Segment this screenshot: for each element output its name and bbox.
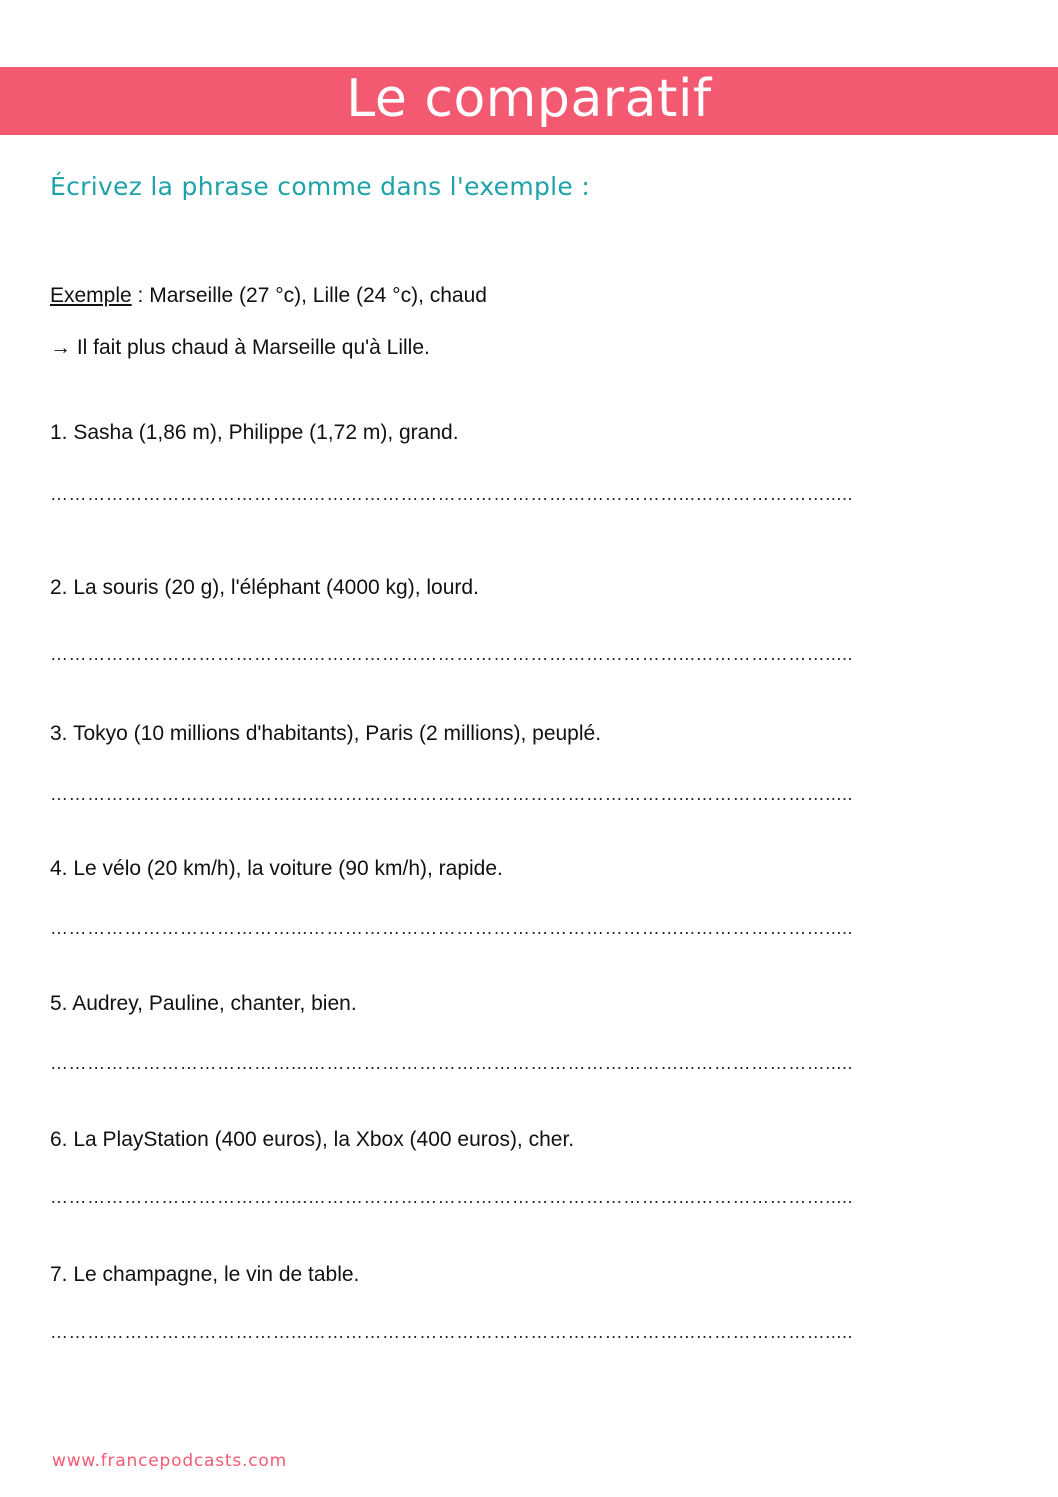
answer-line-4[interactable]: …………………………………...……………………………………………………...………………….....	[50, 918, 854, 938]
answer-line-5[interactable]: …………………………………...……………………………………………………...………………….....	[50, 1053, 854, 1073]
question-7: 7. Le champagne, le vin de table.	[50, 1263, 360, 1286]
answer-line-2[interactable]: …………………………………...……………………………………………………...………………….....	[50, 644, 854, 664]
footer-website: www.francepodcasts.com	[52, 1451, 287, 1471]
page-title: Le comparatif	[346, 69, 712, 129]
instruction-heading: Écrivez la phrase comme dans l'exemple :	[50, 172, 591, 201]
question-4: 4. Le vélo (20 km/h), la voiture (90 km/h), rapide.	[50, 857, 503, 880]
answer-line-6[interactable]: …………………………………...……………………………………………………...………………….....	[50, 1187, 854, 1207]
question-5: 5. Audrey, Pauline, chanter, bien.	[50, 992, 357, 1015]
question-2: 2. La souris (20 g), l'éléphant (4000 kg), lourd.	[50, 576, 479, 599]
answer-line-7[interactable]: …………………………………...……………………………………………………...………………….....	[50, 1322, 854, 1342]
answer-line-3[interactable]: …………………………………...……………………………………………………...………………….....	[50, 784, 854, 804]
question-6: 6. La PlayStation (400 euros), la Xbox (400 euros), cher.	[50, 1128, 575, 1151]
question-1: 1. Sasha (1,86 m), Philippe (1,72 m), grand.	[50, 421, 459, 444]
example-prompt	[50, 284, 487, 308]
example-label: Exemple	[50, 284, 132, 307]
answer-line-1[interactable]: …………………………………...……………………………………………………...………………….....	[50, 484, 854, 504]
example-prompt-text: : Marseille (27 °c), Lille (24 °c), chaud	[131, 284, 487, 307]
title-banner	[0, 67, 1058, 135]
example-answer: → Il fait plus chaud à Marseille qu'à Lille.	[50, 336, 430, 359]
question-3: 3. Tokyo (10 millions d'habitants), Paris (2 millions), peuplé.	[50, 722, 602, 745]
